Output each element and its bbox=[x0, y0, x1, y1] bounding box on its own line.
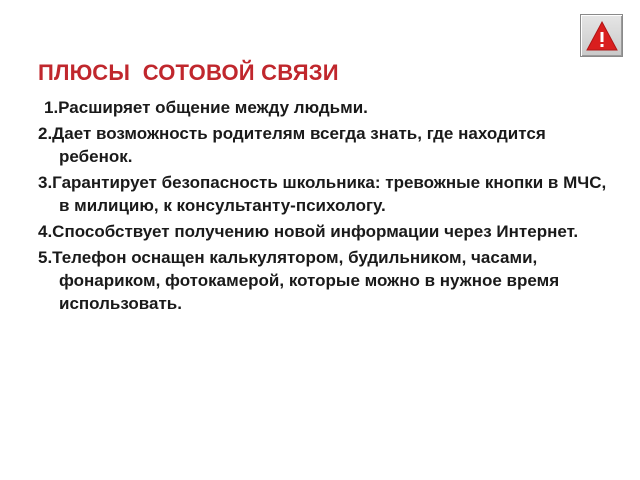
warning-triangle-icon bbox=[585, 19, 619, 53]
list-item: 3.Гарантирует безопасность школьника: тревожные кнопки в МЧС, в милицию, к консультанту-психологу. bbox=[38, 173, 607, 215]
list-item: 5.Телефон оснащен калькулятором, будильником, часами, фонариком, фотокамерой, которые можно в нужное время использовать. bbox=[38, 248, 560, 313]
list-item: 2.Дает возможность родителям всегда знать, где находится ребенок. bbox=[38, 124, 546, 166]
list-item: 4.Способствует получению новой информации через Интернет. bbox=[38, 222, 579, 241]
slide-title: ПЛЮСЫ СОТОВОЙ СВЯЗИ bbox=[38, 60, 339, 85]
list-item: 1.Расширяет общение между людьми. bbox=[44, 98, 368, 117]
warning-button[interactable] bbox=[580, 14, 623, 57]
benefits-list bbox=[38, 96, 618, 318]
